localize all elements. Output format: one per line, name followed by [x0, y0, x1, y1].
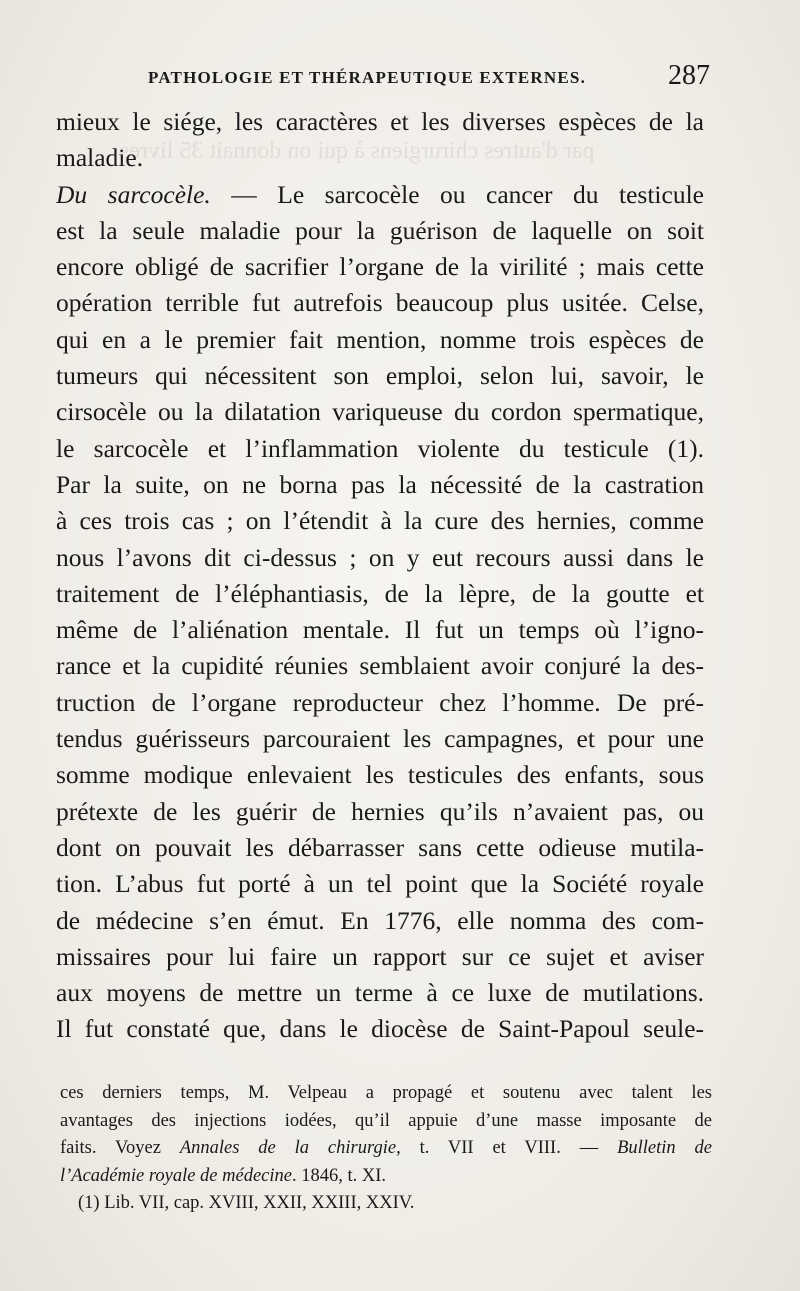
- text-line: même de l’aliénation mentale. Il fut un temps où l’igno-: [56, 615, 704, 645]
- footnote-line: (1) Lib. VII, cap. XVIII, XXII, XXIII, XXIV.: [78, 1193, 415, 1213]
- text-line: Par la suite, on ne borna pas la nécessité de la castration: [56, 469, 704, 499]
- text-line: Il fut constaté que, dans le diocèse de Saint-Papoul seule-: [56, 1014, 704, 1044]
- text-line: somme modique enlevaient les testicules des enfants, sous: [56, 760, 704, 790]
- bleed-through-text: par d'autres chirurgiens à qui on donnait 35 livres: [120, 138, 595, 164]
- text-line: cirsocèle ou la dilatation variqueuse du cordon spermatique,: [56, 397, 704, 427]
- page-header: [60, 62, 710, 96]
- text-line: est la seule maladie pour la guérison de laquelle on soit: [56, 215, 704, 245]
- text-line: prétexte de les guérir de hernies qu’ils n’avaient pas, ou: [56, 796, 704, 826]
- text-line: tumeurs qui nécessitent son emploi, selon lui, savoir, le: [56, 361, 704, 391]
- text-line: mieux le siége, les caractères et les diverses espèces de la: [56, 107, 704, 136]
- text-line: truction de l’organe reproducteur chez l’homme. De pré-: [56, 687, 704, 717]
- note-line: [60, 1163, 712, 1191]
- text-span: , t. VII et VIII. —: [396, 1138, 618, 1158]
- text-line: de médecine s’en émut. En 1776, elle nomma des com-: [56, 905, 704, 935]
- text-line: maladie.: [56, 143, 144, 173]
- running-head: PATHOLOGIE ET THÉRAPEUTIQUE EXTERNES.: [148, 68, 587, 87]
- italic-citation: Annales de la chirurgie: [179, 1138, 397, 1158]
- text-line: traitement de l’éléphantiasis, de la lèpre, de la goutte et: [56, 578, 704, 608]
- text-line: encore obligé de sacrifier l’organe de la virilité ; mais cette: [56, 252, 704, 282]
- text-line: nous l’avons dit ci-dessus ; on y eut recours aussi dans le: [56, 542, 704, 572]
- text-line: rance et la cupidité réunies semblaient avoir conjuré la des-: [56, 651, 704, 681]
- page-number: 287: [668, 60, 710, 91]
- text-line: opération terrible fut autrefois beaucoup plus usitée. Celse,: [56, 288, 704, 318]
- text-span: — Le sarcocèle ou cancer du testicule: [210, 179, 704, 209]
- text-span: . 1846, t. XI.: [292, 1165, 387, 1186]
- text-line: missaires pour lui faire un rapport sur ce sujet et aviser: [56, 941, 704, 971]
- text-line: aux moyens de mettre un terme à ce luxe de mutilations.: [56, 978, 704, 1008]
- note-line: avantages des injections iodées, qu’il appuie d’une masse imposante de: [60, 1110, 712, 1131]
- text-span: faits. Voyez: [60, 1138, 180, 1158]
- text-line: qui en a le premier fait mention, nomme trois espèces de: [56, 324, 704, 354]
- note-line: [60, 1135, 712, 1163]
- italic-citation: Bulletin de: [617, 1138, 712, 1158]
- text-line: à ces trois cas ; on l’étendit à la cure des hernies, comme: [56, 506, 704, 536]
- footnotes: [60, 1080, 712, 1218]
- text-line: le sarcocèle et l’inflammation violente du testicule (1).: [56, 433, 704, 463]
- italic-citation: l’Académie royale de médecine: [60, 1165, 292, 1186]
- text-line: dont on pouvait les débarrasser sans cette odieuse mutila-: [56, 832, 704, 862]
- text-line: tion. L’abus fut porté à un tel point que la Société royale: [56, 869, 704, 899]
- text-line: tendus guérisseurs parcouraient les campagnes, et pour une: [56, 724, 704, 754]
- text-line: [56, 177, 704, 213]
- main-text: [56, 104, 704, 1048]
- italic-heading: Du sarcocèle.: [56, 179, 211, 209]
- note-line: ces derniers temps, M. Velpeau a propagé et soutenu avec talent les: [60, 1083, 712, 1103]
